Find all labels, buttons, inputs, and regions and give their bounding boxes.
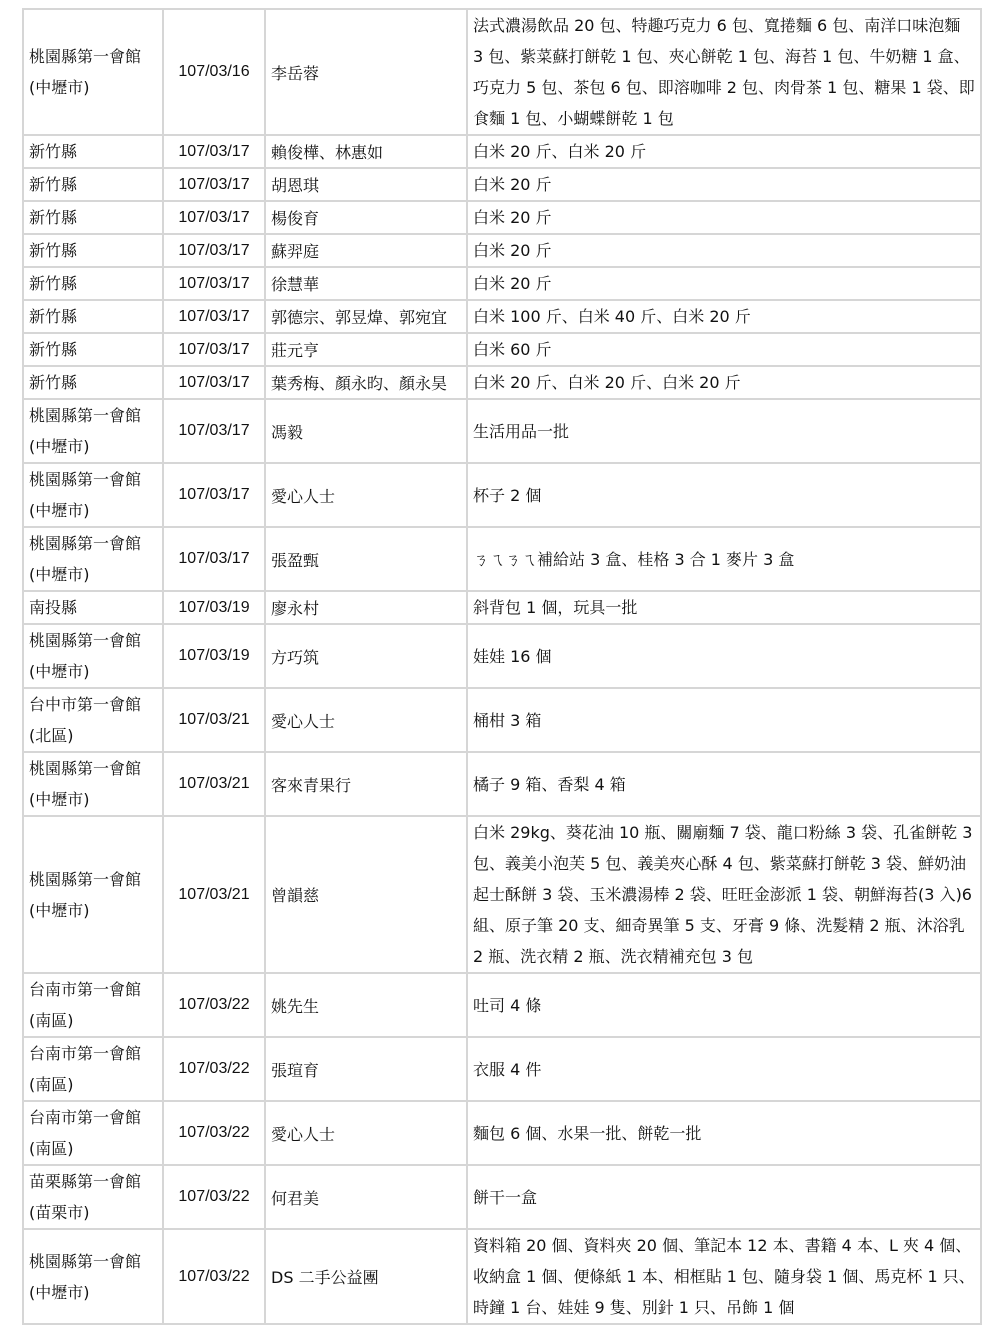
donor-cell: 何君美: [265, 1165, 467, 1229]
location-line2: (北區): [29, 726, 74, 745]
donor-cell: 張盈甄: [265, 527, 467, 591]
location-cell: [23, 1037, 163, 1101]
date-cell: 107/03/22: [163, 1165, 265, 1229]
date-cell: 107/03/21: [163, 816, 265, 973]
items-cell: ㄋㄟㄋㄟ補給站 3 盒、桂格 3 合 1 麥片 3 盒: [467, 527, 981, 591]
table-row: [23, 973, 981, 1037]
location-line1: 新竹縣: [29, 274, 78, 293]
items-cell: 白米 20 斤、白米 20 斤、白米 20 斤: [467, 366, 981, 399]
date-cell: 107/03/19: [163, 591, 265, 624]
location-line1: 台南市第一會館: [29, 1108, 142, 1127]
location-line1: 台中市第一會館: [29, 695, 142, 714]
table-row: [23, 1229, 981, 1324]
donor-cell: 愛心人士: [265, 688, 467, 752]
location-cell: [23, 201, 163, 234]
location-line1: 新竹縣: [29, 307, 78, 326]
location-line2: (中壢市): [29, 662, 90, 681]
items-cell: 餅干一盒: [467, 1165, 981, 1229]
date-cell: 107/03/17: [163, 300, 265, 333]
date-cell: 107/03/17: [163, 267, 265, 300]
items-cell: 杯子 2 個: [467, 463, 981, 527]
donor-cell: 胡恩琪: [265, 168, 467, 201]
donor-cell: DS 二手公益團: [265, 1229, 467, 1324]
location-cell: [23, 752, 163, 816]
donor-cell: 張瑄育: [265, 1037, 467, 1101]
table-row: [23, 168, 981, 201]
date-cell: 107/03/17: [163, 234, 265, 267]
location-line1: 新竹縣: [29, 340, 78, 359]
items-cell: 資料箱 20 個、資料夾 20 個、筆記本 12 本、書籍 4 本、L 夾 4 個、收納盒 1 個、便條紙 1 本、相框貼 1 包、隨身袋 1 個、馬克杯 1 只、時鐘 1 台、娃娃 9 隻、別針 1 只、吊飾 1 個: [467, 1229, 981, 1324]
table-row: [23, 1101, 981, 1165]
donor-cell: 郭德宗、郭昱煒、郭宛宜: [265, 300, 467, 333]
location-cell: [23, 624, 163, 688]
items-cell: 白米 100 斤、白米 40 斤、白米 20 斤: [467, 300, 981, 333]
table-row: [23, 816, 981, 973]
table-row: [23, 9, 981, 135]
donor-cell: 葉秀梅、顏永昀、顏永昊: [265, 366, 467, 399]
location-line1: 新竹縣: [29, 208, 78, 227]
location-line1: 南投縣: [29, 598, 78, 617]
date-cell: 107/03/21: [163, 688, 265, 752]
location-cell: [23, 9, 163, 135]
location-cell: [23, 973, 163, 1037]
date-cell: 107/03/17: [163, 201, 265, 234]
date-cell: 107/03/22: [163, 1037, 265, 1101]
date-cell: 107/03/22: [163, 1101, 265, 1165]
items-cell: 白米 20 斤: [467, 168, 981, 201]
items-cell: 白米 20 斤: [467, 267, 981, 300]
location-line2: (中壢市): [29, 1282, 90, 1302]
location-line1: 桃園縣第一會館: [29, 631, 142, 650]
table-row: [23, 527, 981, 591]
location-cell: [23, 463, 163, 527]
location-line1: 新竹縣: [29, 175, 78, 194]
date-cell: 107/03/17: [163, 168, 265, 201]
location-line1: 桃園縣第一會館: [29, 534, 142, 553]
location-line2: (苗栗市): [29, 1203, 90, 1222]
location-line1: 新竹縣: [29, 142, 78, 161]
location-cell: [23, 300, 163, 333]
donor-cell: 莊元亨: [265, 333, 467, 366]
table-row: [23, 135, 981, 168]
donor-cell: 楊俊育: [265, 201, 467, 234]
donor-cell: 廖永村: [265, 591, 467, 624]
donor-cell: 李岳蓉: [265, 9, 467, 135]
donor-cell: 客來青果行: [265, 752, 467, 816]
table-row: [23, 463, 981, 527]
date-cell: 107/03/17: [163, 463, 265, 527]
location-line1: 苗栗縣第一會館: [29, 1172, 142, 1191]
table-row: [23, 591, 981, 624]
table-row: [23, 267, 981, 300]
items-cell: 麵包 6 個、水果一批、餅乾一批: [467, 1101, 981, 1165]
location-line2: (中壢市): [29, 565, 90, 584]
location-line2: (南區): [29, 1011, 74, 1030]
date-cell: 107/03/21: [163, 752, 265, 816]
table-row: [23, 234, 981, 267]
location-cell: [23, 1165, 163, 1229]
location-line1: 新竹縣: [29, 241, 78, 260]
location-line1: 桃園縣第一會館: [29, 406, 142, 425]
location-line1: 桃園縣第一會館: [29, 470, 142, 489]
donor-cell: 姚先生: [265, 973, 467, 1037]
location-cell: [23, 168, 163, 201]
items-cell: 斜背包 1 個，玩具一批: [467, 591, 981, 624]
date-cell: 107/03/19: [163, 624, 265, 688]
items-cell: 衣服 4 件: [467, 1037, 981, 1101]
items-cell: 生活用品一批: [467, 399, 981, 463]
location-cell: [23, 816, 163, 973]
location-line1: 台南市第一會館: [29, 1044, 142, 1063]
donor-cell: 馮毅: [265, 399, 467, 463]
date-cell: 107/03/22: [163, 973, 265, 1037]
date-cell: 107/03/17: [163, 366, 265, 399]
location-cell: [23, 527, 163, 591]
location-line2: (中壢市): [29, 78, 90, 97]
location-cell: [23, 1101, 163, 1165]
location-line1: 桃園縣第一會館: [29, 47, 142, 66]
donor-cell: 蘇羿庭: [265, 234, 467, 267]
location-cell: [23, 591, 163, 624]
date-cell: 107/03/22: [163, 1229, 265, 1324]
location-line1: 台南市第一會館: [29, 980, 142, 999]
table-row: [23, 300, 981, 333]
items-cell: 桶柑 3 箱: [467, 688, 981, 752]
items-cell: 白米 20 斤、白米 20 斤: [467, 135, 981, 168]
location-cell: [23, 267, 163, 300]
items-cell: 白米 60 斤: [467, 333, 981, 366]
location-line1: 桃園縣第一會館: [29, 759, 142, 778]
table-row: [23, 752, 981, 816]
date-cell: 107/03/17: [163, 135, 265, 168]
items-cell: 吐司 4 條: [467, 973, 981, 1037]
donor-cell: 方巧筑: [265, 624, 467, 688]
location-cell: [23, 688, 163, 752]
location-cell: [23, 399, 163, 463]
location-line2: (中壢市): [29, 501, 90, 520]
date-cell: 107/03/16: [163, 9, 265, 135]
table-row: [23, 624, 981, 688]
location-line1: 桃園縣第一會館: [29, 1251, 142, 1271]
location-line1: 桃園縣第一會館: [29, 869, 142, 889]
location-cell: [23, 333, 163, 366]
donor-cell: 愛心人士: [265, 463, 467, 527]
table-row: [23, 366, 981, 399]
location-cell: [23, 135, 163, 168]
donor-cell: 徐慧華: [265, 267, 467, 300]
date-cell: 107/03/17: [163, 399, 265, 463]
donation-table-body: [23, 9, 981, 1324]
donor-cell: 曾韻慈: [265, 816, 467, 973]
table-row: [23, 201, 981, 234]
items-cell: 法式濃湯飲品 20 包、特趣巧克力 6 包、寬捲麵 6 包、南洋口味泡麵 3 包、紫菜蘇打餅乾 1 包、夾心餅乾 1 包、海苔 1 包、牛奶糖 1 盒、巧克力 5 包、茶包 6 包、即溶咖啡 2 包、肉骨茶 1 包、糖果 1 袋、即食麵 1 包、小蝴蝶餅乾 1 包: [467, 9, 981, 135]
location-cell: [23, 366, 163, 399]
table-row: [23, 333, 981, 366]
items-cell: 白米 20 斤: [467, 234, 981, 267]
items-cell: 白米 20 斤: [467, 201, 981, 234]
location-line2: (南區): [29, 1075, 74, 1094]
donor-cell: 賴俊樺、林惠如: [265, 135, 467, 168]
items-cell: 白米 29kg、葵花油 10 瓶、關廟麵 7 袋、龍口粉絲 3 袋、孔雀餅乾 3 包、義美小泡芙 5 包、義美夾心酥 4 包、紫菜蘇打餅乾 3 袋、鮮奶油起士酥餅 3 袋、玉米濃湯棒 2 袋、旺旺金澎派 1 袋、朝鮮海苔(3 入)6 組、原子筆 20 支、細奇異筆 5 支、牙膏 9 條、洗髮精 2 瓶、沐浴乳 2 瓶、洗衣精 2 瓶、洗衣精補充包 3 包: [467, 816, 981, 973]
donation-table: [22, 8, 982, 1325]
location-cell: [23, 1229, 163, 1324]
table-row: [23, 1037, 981, 1101]
location-line2: (南區): [29, 1139, 74, 1158]
items-cell: 娃娃 16 個: [467, 624, 981, 688]
location-line2: (中壢市): [29, 437, 90, 456]
items-cell: 橘子 9 箱、香梨 4 箱: [467, 752, 981, 816]
location-cell: [23, 234, 163, 267]
date-cell: 107/03/17: [163, 527, 265, 591]
table-row: [23, 688, 981, 752]
location-line2: (中壢市): [29, 790, 90, 809]
location-line1: 新竹縣: [29, 373, 78, 392]
donor-cell: 愛心人士: [265, 1101, 467, 1165]
table-row: [23, 399, 981, 463]
date-cell: 107/03/17: [163, 333, 265, 366]
table-row: [23, 1165, 981, 1229]
location-line2: (中壢市): [29, 900, 90, 920]
